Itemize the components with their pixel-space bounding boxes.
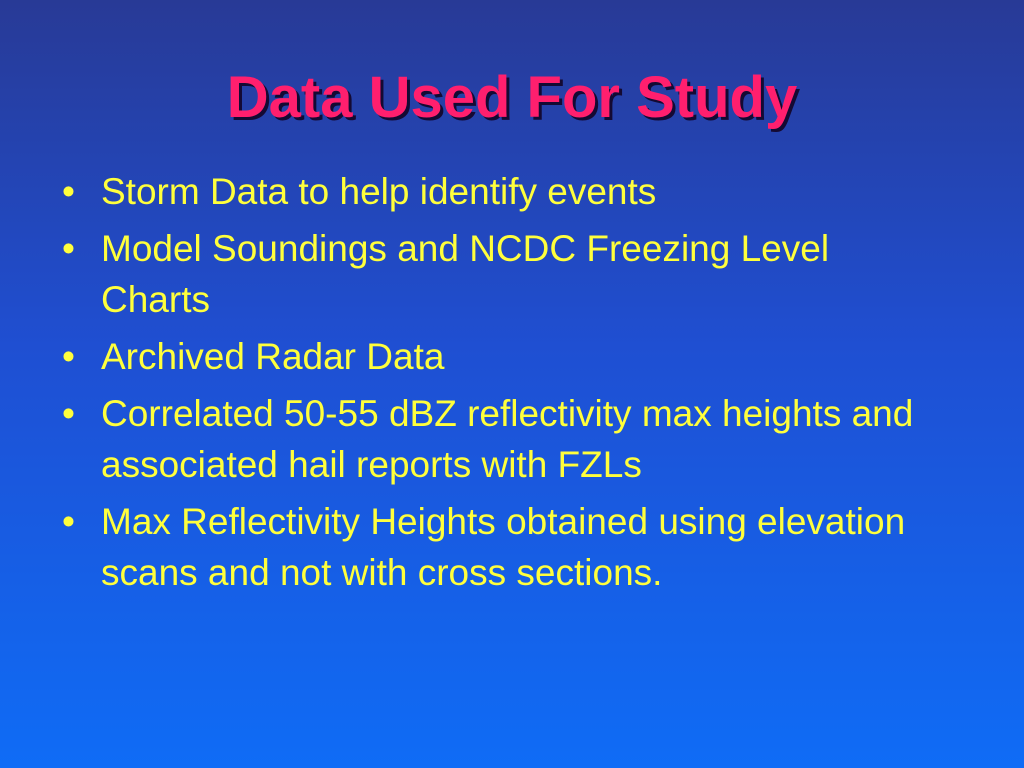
bullet-icon: • xyxy=(62,228,75,269)
bullet-text: Storm Data to help identify events xyxy=(101,171,657,212)
bullet-item xyxy=(62,166,942,217)
bullet-icon: • xyxy=(62,336,75,377)
bullet-text: Model Soundings and NCDC Freezing Level Charts xyxy=(101,228,830,320)
bullet-icon: • xyxy=(62,171,75,212)
bullet-item xyxy=(62,496,942,598)
bullet-icon: • xyxy=(62,501,75,542)
bullet-icon: • xyxy=(62,393,75,434)
bullet-item xyxy=(62,388,942,490)
bullet-text: Archived Radar Data xyxy=(101,336,445,377)
bullet-item xyxy=(62,331,942,382)
bullet-text: Correlated 50-55 dBZ reflectivity max heights and associated hail reports with FZLs xyxy=(101,393,914,485)
bullet-text: Max Reflectivity Heights obtained using elevation scans and not with cross sections. xyxy=(101,501,906,593)
bullet-list xyxy=(62,166,942,604)
bullet-item xyxy=(62,223,942,325)
slide-title: Data Used For Study xyxy=(226,65,798,130)
